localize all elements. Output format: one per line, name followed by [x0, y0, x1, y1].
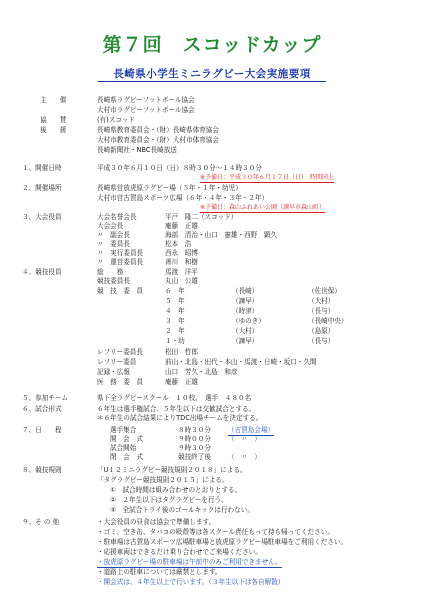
- s3-role: 〃 運営委員長: [97, 258, 144, 266]
- koen-label: 後 援: [40, 126, 67, 134]
- s8-label: ８、競技規則: [22, 466, 62, 474]
- grade-team-b: （長与）: [308, 307, 335, 315]
- kyosan-label: 協 賛: [40, 116, 67, 124]
- s6-text2: ＊６年生の試合結果によりTDC出場チームを決定する。: [97, 414, 263, 422]
- grade-label: ５ 年: [165, 297, 185, 305]
- s3-name: 西永 昭博: [165, 249, 198, 257]
- grade-team-b: （長与）: [308, 337, 335, 345]
- s9-label: ９、そ の 他: [22, 518, 60, 526]
- sched-place: （古賀島会場）: [228, 426, 275, 434]
- s3-role: 〃 委員長: [97, 240, 130, 248]
- page-subtitle: 長崎県小学生ミニラグビー大会実施要項: [113, 68, 311, 80]
- grade-team-a: （諫早）: [232, 337, 259, 345]
- grade-label: ２ 年: [165, 327, 185, 335]
- page-title: 第７回 スコッドカップ: [102, 34, 322, 56]
- grade-team-a: （時津）: [232, 307, 259, 315]
- s3-name: 平戸 隆二（スコッド）: [165, 213, 238, 221]
- grade-label: １・幼: [165, 337, 185, 345]
- grade-team-b: （佐世保）: [308, 287, 341, 295]
- s4-rec-names: 山口 芳久・北島 和彦: [165, 368, 238, 376]
- s8-item: ③ 全試合トライ後のゴールキックは行わない。: [110, 506, 254, 514]
- subtitle-underline: [98, 81, 326, 82]
- s3-role: 〃 副会長: [97, 231, 130, 239]
- s2-note: ※予備日：森山ふれあい公園（諫早市森山町）: [200, 204, 326, 211]
- shusai-label: 主 催: [40, 96, 67, 104]
- s4-ref-chief-name: 松田 哲郎: [165, 348, 198, 356]
- grade-team-b: （大村）: [308, 297, 335, 305]
- s2-text: 長崎県営放虎原ラグビー場（５年・１年・幼児）: [97, 184, 242, 192]
- s4-somu-name: 馬渡 洋平: [165, 268, 198, 276]
- grade-team-a: （大村）: [232, 327, 259, 335]
- sched-item: 閉 会 式: [110, 453, 143, 461]
- s3-name: 善川 和樹: [165, 258, 198, 266]
- s9-item: ・応援車両はできるだけ乗り合わせでご来場ください。: [97, 548, 262, 556]
- s5-text: 県下全ラグビースクール １０校、 選手 ４８０名: [97, 394, 252, 402]
- s8-item: ① 試合時間は組み合わせのとおりとする。: [110, 486, 242, 494]
- s1-note: ※予備日：平成３０年６月１７日（日） 時間同上: [200, 174, 335, 181]
- s9-item: ・道路上の駐車については厳禁とします。: [97, 568, 222, 576]
- s4-ref-label: レフリー委員: [97, 358, 137, 366]
- s3-name: 松本 浩: [165, 240, 192, 248]
- sched-item: 開 会 式: [110, 435, 143, 443]
- sched-place: （ 〃 ）: [228, 453, 261, 461]
- s6-label: ６、試合形式: [22, 405, 62, 413]
- shusai-line-2: 大村市ラグビーフットボール協会: [97, 106, 195, 114]
- grade-label: ３ 年: [165, 317, 185, 325]
- s4-rec-label: 記録・広報: [97, 368, 130, 376]
- s9-item: ・ゴミ、空き缶、タバコの吸殻等は各スクール責任もって持ち帰ってください。: [97, 528, 334, 536]
- s4-iin-label: 競 技 委 員: [97, 287, 144, 295]
- grade-label: ４ 年: [165, 307, 185, 315]
- s8-item: ② ２年生以下はタグラグビーを行う。: [110, 496, 228, 504]
- s4-med-name: 庵藤 正雄: [165, 378, 198, 386]
- sched-time: ９時３０分: [178, 444, 211, 452]
- sched-item: 選手集合: [110, 426, 137, 434]
- s4-ref-chief-label: レフリー委員長: [97, 348, 143, 356]
- s7-label: ７、日 程: [22, 426, 62, 434]
- s3-role: 〃 実行委員長: [97, 249, 144, 257]
- koen-line-2: 大村市教育委員会・（財）大村市体育協会: [97, 136, 219, 144]
- s9-item: ・放虎原ラグビー場の駐車場は午前中のみご利用できません。: [97, 558, 282, 566]
- grade-team-a: （長崎）: [232, 287, 259, 295]
- grade-team-a: （ゆのき）: [232, 317, 265, 325]
- grade-label: ６ 年: [165, 287, 185, 295]
- s8-text2: 「タグラグビー競技規則２０１５」による。: [97, 476, 229, 484]
- sched-item: 試合開始: [110, 444, 137, 452]
- sched-time: 競技終了後: [178, 453, 211, 461]
- koen-line-3: 長崎新聞社・NBC長崎放送: [97, 146, 177, 154]
- koen-line-1: 長崎県教育委員会・（財）長崎県体育協会: [97, 126, 219, 134]
- s1-text: 平成３０年６月１０日（日）８時３０分～１４時３０分: [97, 164, 262, 172]
- s3-label: ３、大会役員: [22, 213, 62, 221]
- s4-label: ４、競技役員: [22, 268, 62, 276]
- s5-label: ５、参加チーム: [22, 394, 69, 402]
- grade-team-a: （諫早）: [232, 297, 259, 305]
- sched-time: ９時００分: [178, 435, 211, 443]
- s3-name: 庵藤 正雄: [165, 222, 198, 230]
- s3-role: 大会名誉会長: [97, 213, 137, 221]
- s3-name: 海部 清治・山口 憲雄・西野 顕久: [165, 231, 278, 239]
- s3-role: 大会会長: [97, 222, 124, 230]
- s4-kyogi-name: 丸山 公雄: [165, 277, 198, 285]
- shusai-line-1: 長崎県ラグビーフットボール協会: [97, 96, 195, 104]
- s9-item: ・大会役員の昼食は協会で準備します。: [97, 518, 216, 526]
- sched-place: （ 〃 ）: [228, 435, 261, 443]
- s2-label: ２、開催場所: [22, 184, 62, 192]
- grade-team-b: （島原）: [308, 327, 335, 335]
- s4-somu-label: 総 務: [97, 268, 124, 276]
- s8-text: 「U１２ミニラグビー競技規則２０１８」による。: [97, 466, 247, 474]
- kyosan-line-1: (有)スコッド: [97, 116, 135, 124]
- s1-label: １、開催日時: [22, 164, 62, 172]
- s2-text2: 大村市営古賀島スポーツ広場（６年・４年・３年・２年）: [97, 194, 269, 202]
- s4-kyogi-label: 競技委員長: [97, 277, 130, 285]
- sched-time: ８時３０分: [178, 426, 211, 434]
- s9-item: ・駐車場は古賀島スポーツ広場駐車場と放虎原ラグビー場駐車場をご利用ください。: [97, 538, 348, 546]
- s9-item: ・開会式は、４年生以上で行います。（３年生以下は各自解散）: [97, 578, 285, 586]
- s6-text: ６年生は選手権試合、５年生以下は交歓試合とする。: [97, 405, 256, 413]
- s4-ref-names: 前山・北島・田代・本山・馬渡・日崎・坂口・久間: [165, 358, 317, 366]
- grade-team-b: （長崎中央）: [308, 317, 348, 325]
- s4-med-label: 医 務 委 員: [97, 378, 144, 386]
